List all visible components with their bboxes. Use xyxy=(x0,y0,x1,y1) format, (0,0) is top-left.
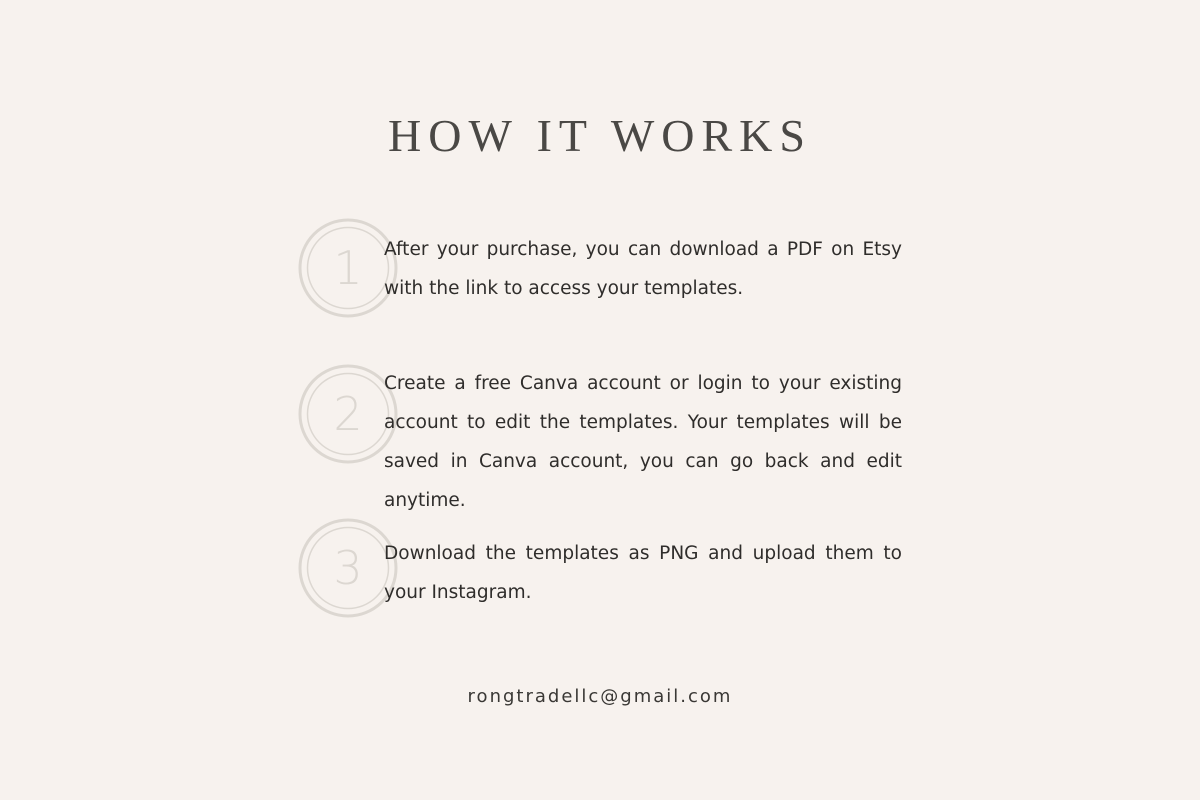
step-number-badge xyxy=(298,218,398,318)
step-number: 2 xyxy=(333,387,363,441)
page-title: HOW IT WORKS xyxy=(388,110,812,161)
step-number-badge xyxy=(298,364,398,464)
step-description: Create a free Canva account or login to your existing account to edit the templates. Your templates will be saved in Canva account, you can go back and edit anytime. xyxy=(384,373,902,511)
step-number-badge xyxy=(298,518,398,618)
step-description: After your purchase, you can download a PDF on Etsy with the link to access your templates. xyxy=(384,239,902,299)
step-number: 3 xyxy=(333,541,363,595)
step-number: 1 xyxy=(333,241,363,295)
contact-email[interactable]: rongtradellc@gmail.com xyxy=(467,686,733,707)
step-description: Download the templates as PNG and upload them to your Instagram. xyxy=(384,543,902,603)
